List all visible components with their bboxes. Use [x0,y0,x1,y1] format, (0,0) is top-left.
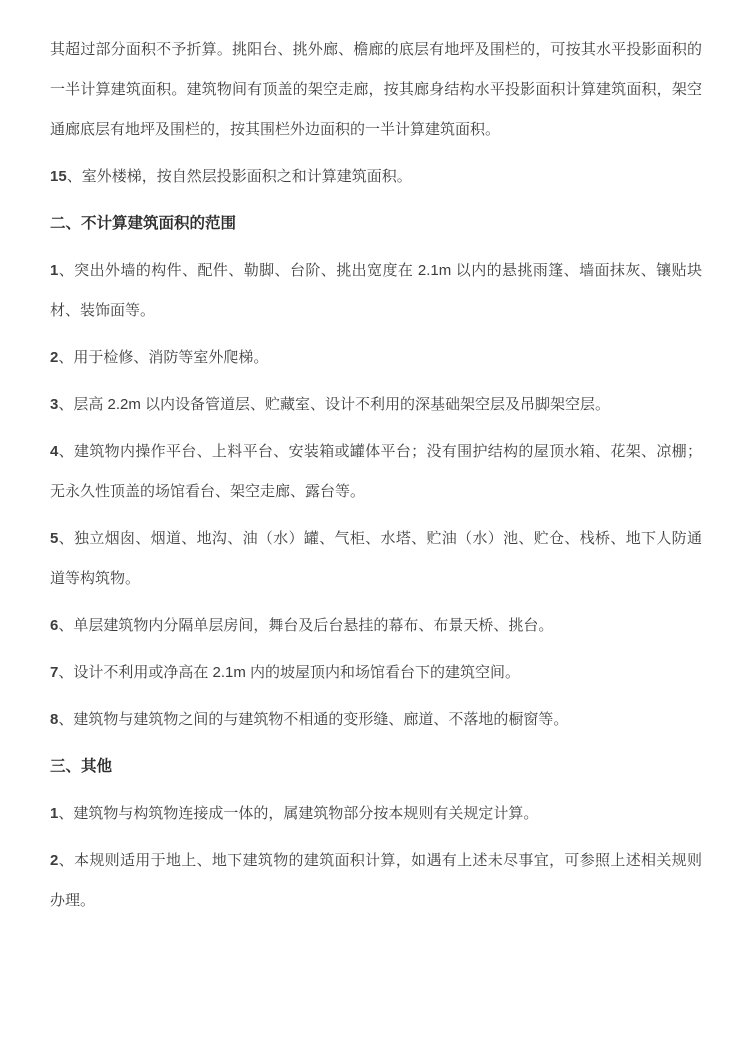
intro-paragraph [50,30,702,150]
item-text: 、单层建筑物内分隔单层房间，舞台及后台悬挂的幕布、布景天桥、挑台。 [58,617,554,634]
list-item [50,251,702,331]
item-text: 、层高 2.2m 以内设备管道层、贮藏室、设计不利用的深基础架空层及吊脚架空层。 [58,396,611,413]
list-item [50,606,702,646]
item-number: 1 [50,262,59,279]
item-text: 、建筑物与构筑物连接成一体的，属建筑物部分按本规则有关规定计算。 [58,805,539,822]
item-text: 、突出外墙的构件、配件、勒脚、台阶、挑出宽度在 2.1m 以内的悬挑雨篷、墙面抹灰、镶贴块材、装饰面等。 [50,262,702,319]
item-text: 、本规则适用于地上、地下建筑物的建筑面积计算，如遇有上述未尽事宜，可参照上述相关规则办理。 [50,852,702,909]
item-number: 3 [50,396,59,413]
list-item-15 [50,157,702,197]
item-number: 6 [50,617,59,634]
list-item [50,794,702,834]
item-number: 2 [50,349,59,366]
item-text: 、室外楼梯，按自然层投影面积之和计算建筑面积。 [66,168,412,185]
document-body [50,30,702,921]
item-number: 5 [50,530,59,547]
item-number: 1 [50,805,59,822]
item-number: 4 [50,443,59,460]
intro-paragraph-text: 其超过部分面积不予折算。挑阳台、挑外廊、檐廊的底层有地坪及围栏的，可按其水平投影面积的一半计算建筑面积。建筑物间有顶盖的架空走廊，按其廊身结构水平投影面积计算建筑面积，架空通廊底层有地坪及围栏的，按其围栏外边面积的一半计算建筑面积。 [50,41,702,138]
item-text: 、建筑物与建筑物之间的与建筑物不相通的变形缝、廊道、不落地的橱窗等。 [58,711,569,728]
list-item [50,432,702,512]
item-text: 、独立烟囱、烟道、地沟、油（水）罐、气柜、水塔、贮油（水）池、贮仓、栈桥、地下人防通道等构筑物。 [50,530,702,587]
item-number: 2 [50,852,59,869]
list-item [50,519,702,599]
list-item [50,338,702,378]
item-number: 15 [50,168,67,185]
list-item [50,385,702,425]
item-text: 、设计不利用或净高在 2.1m 内的坡屋顶内和场馆看台下的建筑空间。 [58,664,521,681]
list-item [50,653,702,693]
list-item [50,700,702,740]
item-number: 8 [50,711,59,728]
item-number: 7 [50,664,59,681]
list-item [50,841,702,921]
section-heading-2: 二、不计算建筑面积的范围 [50,215,237,232]
item-text: 、建筑物内操作平台、上料平台、安装箱或罐体平台；没有围护结构的屋顶水箱、花架、凉棚；无永久性顶盖的场馆看台、架空走廊、露台等。 [50,443,702,500]
item-text: 、用于检修、消防等室外爬梯。 [58,349,269,366]
section-heading-3: 三、其他 [50,758,113,775]
